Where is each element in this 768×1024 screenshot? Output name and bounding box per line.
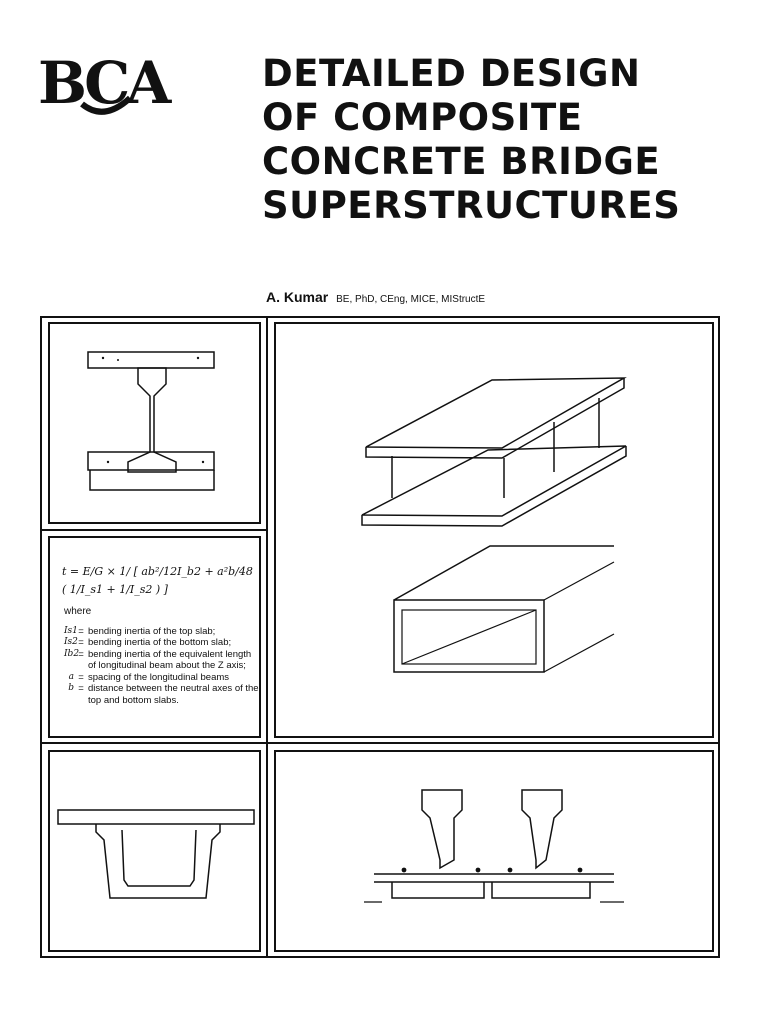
i-beam-section-drawing	[48, 322, 261, 524]
logo-swoosh-icon	[38, 49, 168, 117]
logo-text: BCA	[38, 49, 168, 117]
legend-item: b = distance between the neutral axes of the top and bottom slabs.	[64, 683, 260, 706]
horizontal-divider	[40, 529, 268, 531]
legend-item: Is2 = bending inertia of the bottom slab;	[64, 637, 260, 649]
title-line: SUPERSTRUCTURES	[262, 184, 681, 227]
legend-text: distance between the neutral axes of the top and bottom slabs.	[88, 683, 259, 706]
legend-text: bending inertia of the bottom slab;	[88, 637, 232, 648]
title-line: DETAILED DESIGN	[262, 52, 641, 95]
vertical-divider	[266, 316, 268, 958]
formula-legend	[64, 606, 260, 706]
legend-where: where	[64, 606, 92, 617]
legend-symbol: Is2	[64, 637, 78, 647]
isometric-deck-drawing	[274, 322, 714, 738]
inverted-t-beams-drawing	[274, 750, 714, 952]
legend-text: bending inertia of the equivalent length of longitudinal beam about the Z axis;	[88, 648, 252, 671]
horizontal-divider	[40, 742, 720, 744]
author-qualifications: BE, PhD, CEng, MICE, MIStructE	[336, 294, 486, 305]
torsion-formula	[62, 562, 258, 596]
legend-text: bending inertia of the top slab;	[88, 625, 216, 637]
legend-item: a = spacing of the longitudinal beams	[64, 672, 260, 684]
legend-symbol: a	[68, 671, 74, 682]
u-beam-drawing	[48, 750, 261, 952]
author-line	[266, 289, 485, 305]
document-title	[262, 52, 742, 228]
legend-text: spacing of the longitudinal beams	[88, 671, 230, 683]
bca-logo	[38, 49, 168, 117]
title-line: OF COMPOSITE	[262, 96, 583, 139]
author-name: A. Kumar	[266, 289, 329, 305]
legend-symbol: Is1	[64, 625, 78, 636]
legend-item: Ib2 = bending inertia of the equivalent length of longitudinal beam about the Z axis;	[64, 649, 260, 672]
formula-expression: t = E/G × 1/ [ ab²/12I_b2 + a²b/48 ( 1/I_s1 + 1/I_s2 ) ]	[62, 565, 253, 596]
title-line: CONCRETE BRIDGE	[262, 140, 661, 183]
legend-symbol: Ib2	[64, 648, 80, 659]
legend-symbol: b	[68, 683, 74, 693]
legend-item: Is1 = bending inertia of the top slab;	[64, 626, 260, 638]
